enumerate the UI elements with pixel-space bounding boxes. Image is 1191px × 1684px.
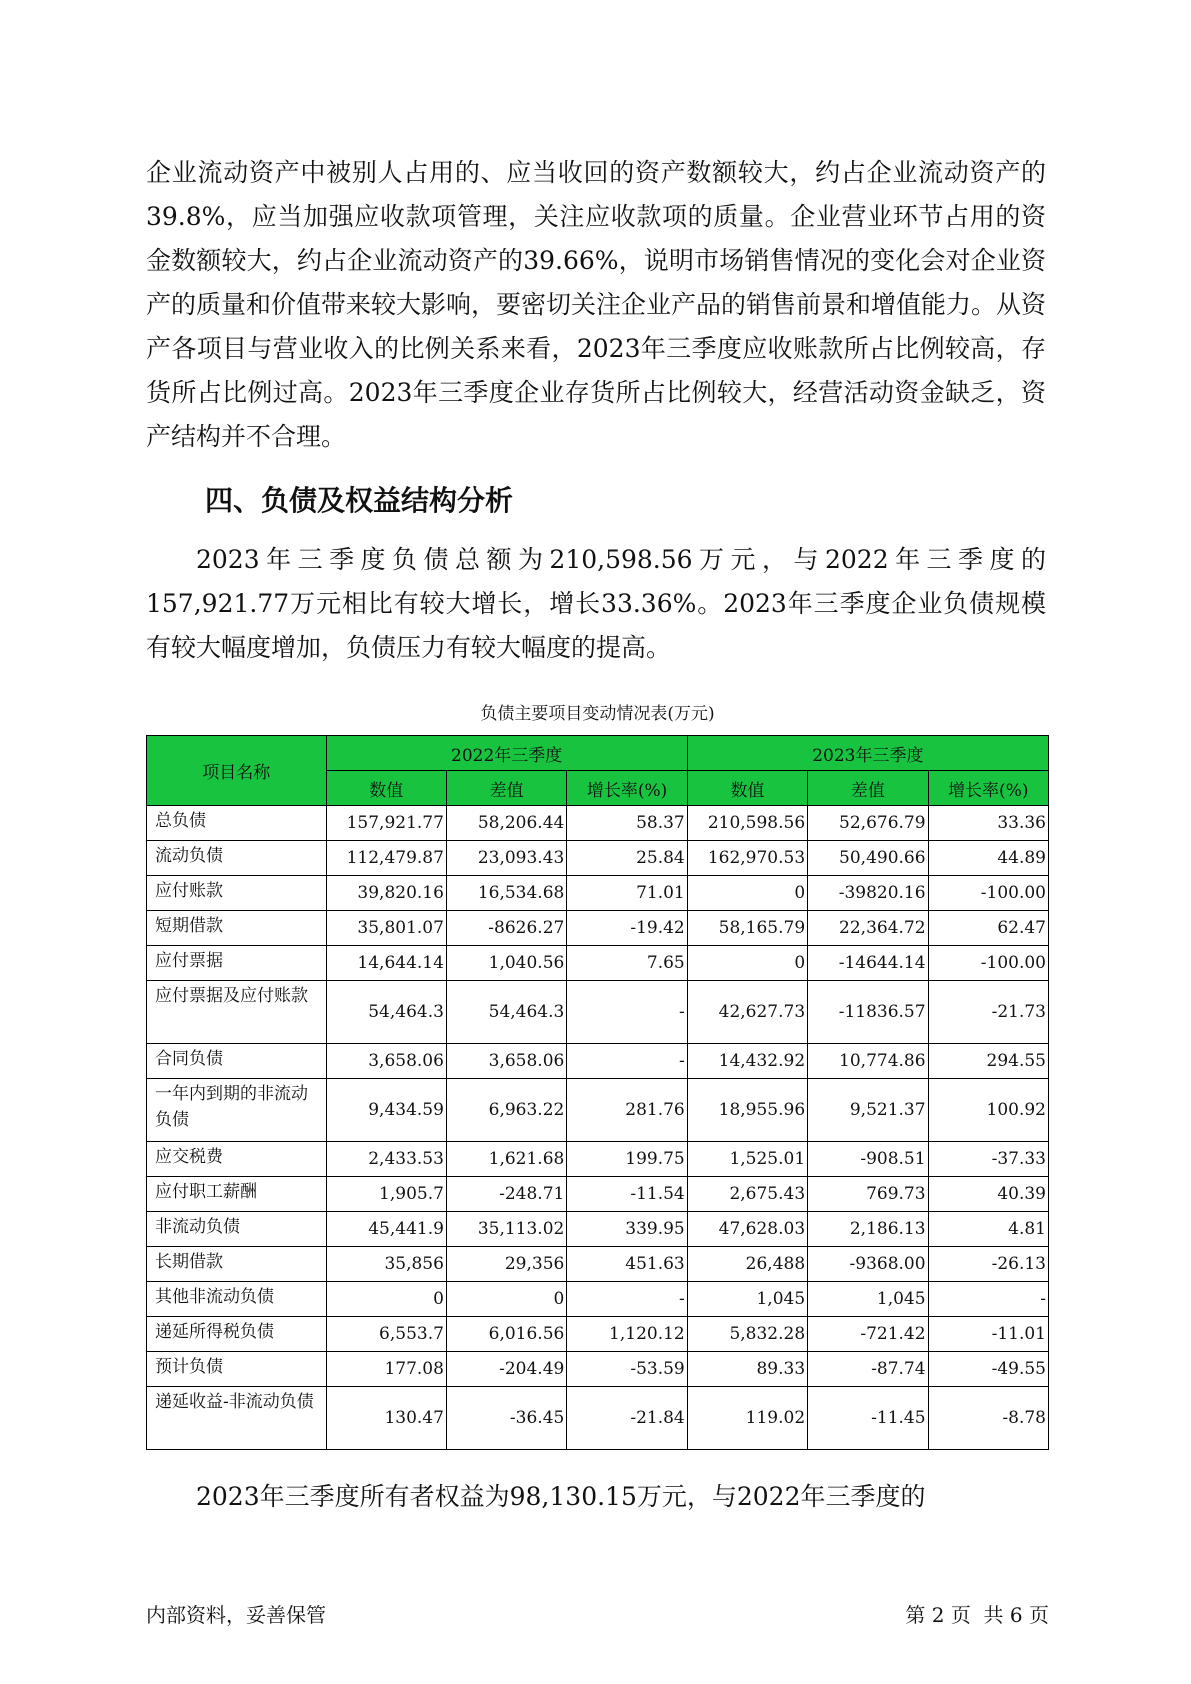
value-2022-cell: 2,433.53 [326,1142,446,1177]
growth-2022-cell: 451.63 [567,1247,687,1282]
value-2023-cell: 18,955.96 [687,1079,807,1142]
diff-2023-cell: 22,364.72 [808,911,928,946]
diff-2022-cell: 35,113.02 [446,1212,566,1247]
growth-2022-cell: -53.59 [567,1352,687,1387]
table-row [147,806,1049,841]
growth-2022-cell: 25.84 [567,841,687,876]
value-2022-cell: 14,644.14 [326,946,446,981]
diff-2023-cell: -39820.16 [808,876,928,911]
diff-2023-cell: -87.74 [808,1352,928,1387]
growth-2023-cell: 40.39 [928,1177,1048,1212]
header-growth-2022: 增长率(%) [567,771,687,806]
growth-2022-cell: 281.76 [567,1079,687,1142]
growth-2022-cell: -19.42 [567,911,687,946]
diff-2023-cell: -9368.00 [808,1247,928,1282]
growth-2023-cell: -8.78 [928,1387,1048,1450]
diff-2023-cell: 10,774.86 [808,1044,928,1079]
header-value-2023: 数值 [687,771,807,806]
growth-2023-cell: -21.73 [928,981,1048,1044]
diff-2022-cell: -36.45 [446,1387,566,1450]
table-row [147,1282,1049,1317]
table-caption: 负债主要项目变动情况表(万元) [480,704,715,724]
table-row [147,876,1049,911]
diff-2023-cell: -908.51 [808,1142,928,1177]
diff-2022-cell: 16,534.68 [446,876,566,911]
value-2022-cell: 54,464.3 [326,981,446,1044]
row-name-cell: 短期借款 [147,911,327,946]
value-2022-cell: 9,434.59 [326,1079,446,1142]
table-row [147,981,1049,1044]
value-2023-cell: 1,525.01 [687,1142,807,1177]
diff-2022-cell: 6,016.56 [446,1317,566,1352]
value-2023-cell: 0 [687,946,807,981]
value-2023-cell: 42,627.73 [687,981,807,1044]
value-2022-cell: 112,479.87 [326,841,446,876]
growth-2022-cell: - [567,981,687,1044]
diff-2022-cell: -248.71 [446,1177,566,1212]
header-item-name: 项目名称 [147,736,327,806]
growth-2023-cell: -49.55 [928,1352,1048,1387]
table-row [147,946,1049,981]
diff-2023-cell: 50,490.66 [808,841,928,876]
row-name-cell: 非流动负债 [147,1212,327,1247]
value-2022-cell: 6,553.7 [326,1317,446,1352]
growth-2023-cell: 44.89 [928,841,1048,876]
header-growth-2023: 增长率(%) [928,771,1048,806]
diff-2022-cell: 54,464.3 [446,981,566,1044]
footer-confidential-note: 内部资料，妥善保管 [146,1603,326,1627]
growth-2022-cell: 58.37 [567,806,687,841]
growth-2023-cell: -37.33 [928,1142,1048,1177]
table-row [147,1079,1049,1142]
header-period-2022: 2022年三季度 [326,736,687,771]
growth-2023-cell: -11.01 [928,1317,1048,1352]
growth-2022-cell: -11.54 [567,1177,687,1212]
intro-paragraph: 企业流动资产中被别人占用的、应当收回的资产数额较大，约占企业流动资产的39.8%，应当加强应收款项管理，关注应收款项的质量。企业营业环节占用的资金数额较大，约占企业流动资产的39.66%，说明市场销售情况的变化会对企业资产的质量和价值带来较大影响，要密切关注企业产品的销售前景和增值能力。从资产各项目与营业收入的比例关系来看，2023年三季度应收账款所占比例较高，存货所占比例过高。2023年三季度企业存货所占比例较大，经营活动资金缺乏，资产结构并不合理。 [146,158,1047,451]
value-2022-cell: 35,801.07 [326,911,446,946]
diff-2023-cell: -11836.57 [808,981,928,1044]
row-name-cell: 应付票据及应付账款 [147,981,327,1044]
growth-2022-cell: 339.95 [567,1212,687,1247]
diff-2022-cell: 29,356 [446,1247,566,1282]
table-body [147,806,1049,1450]
liability-summary-paragraph: 2023年三季度负债总额为210,598.56万元，与2022年三季度的157,921.77万元相比有较大增长，增长33.36%。2023年三季度企业负债规模有较大幅度增加，负债压力有较大幅度的提高。 [146,545,1046,662]
row-name-cell: 总负债 [147,806,327,841]
growth-2023-cell: 100.92 [928,1079,1048,1142]
equity-paragraph: 2023年三季度所有者权益为98,130.15万元，与2022年三季度的 [196,1482,926,1511]
diff-2023-cell: 769.73 [808,1177,928,1212]
diff-2022-cell: 0 [446,1282,566,1317]
value-2022-cell: 1,905.7 [326,1177,446,1212]
diff-2023-cell: 2,186.13 [808,1212,928,1247]
table-row [147,1387,1049,1450]
table-row [147,841,1049,876]
value-2022-cell: 177.08 [326,1352,446,1387]
value-2022-cell: 45,441.9 [326,1212,446,1247]
row-name-cell: 应付账款 [147,876,327,911]
row-name-cell: 递延所得税负债 [147,1317,327,1352]
value-2022-cell: 130.47 [326,1387,446,1450]
diff-2023-cell: 1,045 [808,1282,928,1317]
diff-2023-cell: -11.45 [808,1387,928,1450]
value-2023-cell: 14,432.92 [687,1044,807,1079]
value-2023-cell: 119.02 [687,1387,807,1450]
row-name-cell: 预计负债 [147,1352,327,1387]
table-row [147,1142,1049,1177]
header-period-2023: 2023年三季度 [687,736,1048,771]
growth-2022-cell: - [567,1282,687,1317]
table-row [147,911,1049,946]
row-name-cell: 应付职工薪酬 [147,1177,327,1212]
value-2022-cell: 0 [326,1282,446,1317]
growth-2023-cell: 33.36 [928,806,1048,841]
diff-2022-cell: -204.49 [446,1352,566,1387]
row-name-cell: 合同负债 [147,1044,327,1079]
growth-2023-cell: 62.47 [928,911,1048,946]
value-2022-cell: 39,820.16 [326,876,446,911]
value-2023-cell: 58,165.79 [687,911,807,946]
table-row [147,1177,1049,1212]
growth-2022-cell: 71.01 [567,876,687,911]
value-2023-cell: 89.33 [687,1352,807,1387]
value-2023-cell: 2,675.43 [687,1177,807,1212]
row-name-cell: 长期借款 [147,1247,327,1282]
value-2023-cell: 210,598.56 [687,806,807,841]
growth-2022-cell: -21.84 [567,1387,687,1450]
section-heading: 四、负债及权益结构分析 [205,484,514,517]
diff-2022-cell: 6,963.22 [446,1079,566,1142]
value-2023-cell: 162,970.53 [687,841,807,876]
value-2022-cell: 35,856 [326,1247,446,1282]
growth-2023-cell: -100.00 [928,876,1048,911]
diff-2023-cell: -721.42 [808,1317,928,1352]
liability-table [146,735,1049,1450]
diff-2022-cell: 1,621.68 [446,1142,566,1177]
table-row [147,1247,1049,1282]
table-row [147,1352,1049,1387]
diff-2023-cell: -14644.14 [808,946,928,981]
value-2023-cell: 0 [687,876,807,911]
table-row [147,1212,1049,1247]
growth-2022-cell: 199.75 [567,1142,687,1177]
diff-2022-cell: -8626.27 [446,911,566,946]
growth-2022-cell: 1,120.12 [567,1317,687,1352]
row-name-cell: 应付票据 [147,946,327,981]
growth-2023-cell: 4.81 [928,1212,1048,1247]
growth-2022-cell: 7.65 [567,946,687,981]
diff-2023-cell: 9,521.37 [808,1079,928,1142]
diff-2023-cell: 52,676.79 [808,806,928,841]
header-diff-2023: 差值 [808,771,928,806]
growth-2023-cell: 294.55 [928,1044,1048,1079]
growth-2023-cell: -26.13 [928,1247,1048,1282]
diff-2022-cell: 1,040.56 [446,946,566,981]
growth-2022-cell: - [567,1044,687,1079]
footer-page-number: 第 2 页 共 6 页 [905,1603,1049,1627]
diff-2022-cell: 23,093.43 [446,841,566,876]
growth-2023-cell: - [928,1282,1048,1317]
value-2022-cell: 3,658.06 [326,1044,446,1079]
row-name-cell: 其他非流动负债 [147,1282,327,1317]
growth-2023-cell: -100.00 [928,946,1048,981]
diff-2022-cell: 3,658.06 [446,1044,566,1079]
header-value-2022: 数值 [326,771,446,806]
value-2023-cell: 47,628.03 [687,1212,807,1247]
diff-2022-cell: 58,206.44 [446,806,566,841]
value-2023-cell: 5,832.28 [687,1317,807,1352]
row-name-cell: 应交税费 [147,1142,327,1177]
row-name-cell: 递延收益-非流动负债 [147,1387,327,1450]
row-name-cell: 流动负债 [147,841,327,876]
value-2023-cell: 26,488 [687,1247,807,1282]
table-row [147,1317,1049,1352]
header-diff-2022: 差值 [446,771,566,806]
row-name-cell: 一年内到期的非流动负债 [147,1079,327,1142]
table-row [147,1044,1049,1079]
value-2022-cell: 157,921.77 [326,806,446,841]
value-2023-cell: 1,045 [687,1282,807,1317]
